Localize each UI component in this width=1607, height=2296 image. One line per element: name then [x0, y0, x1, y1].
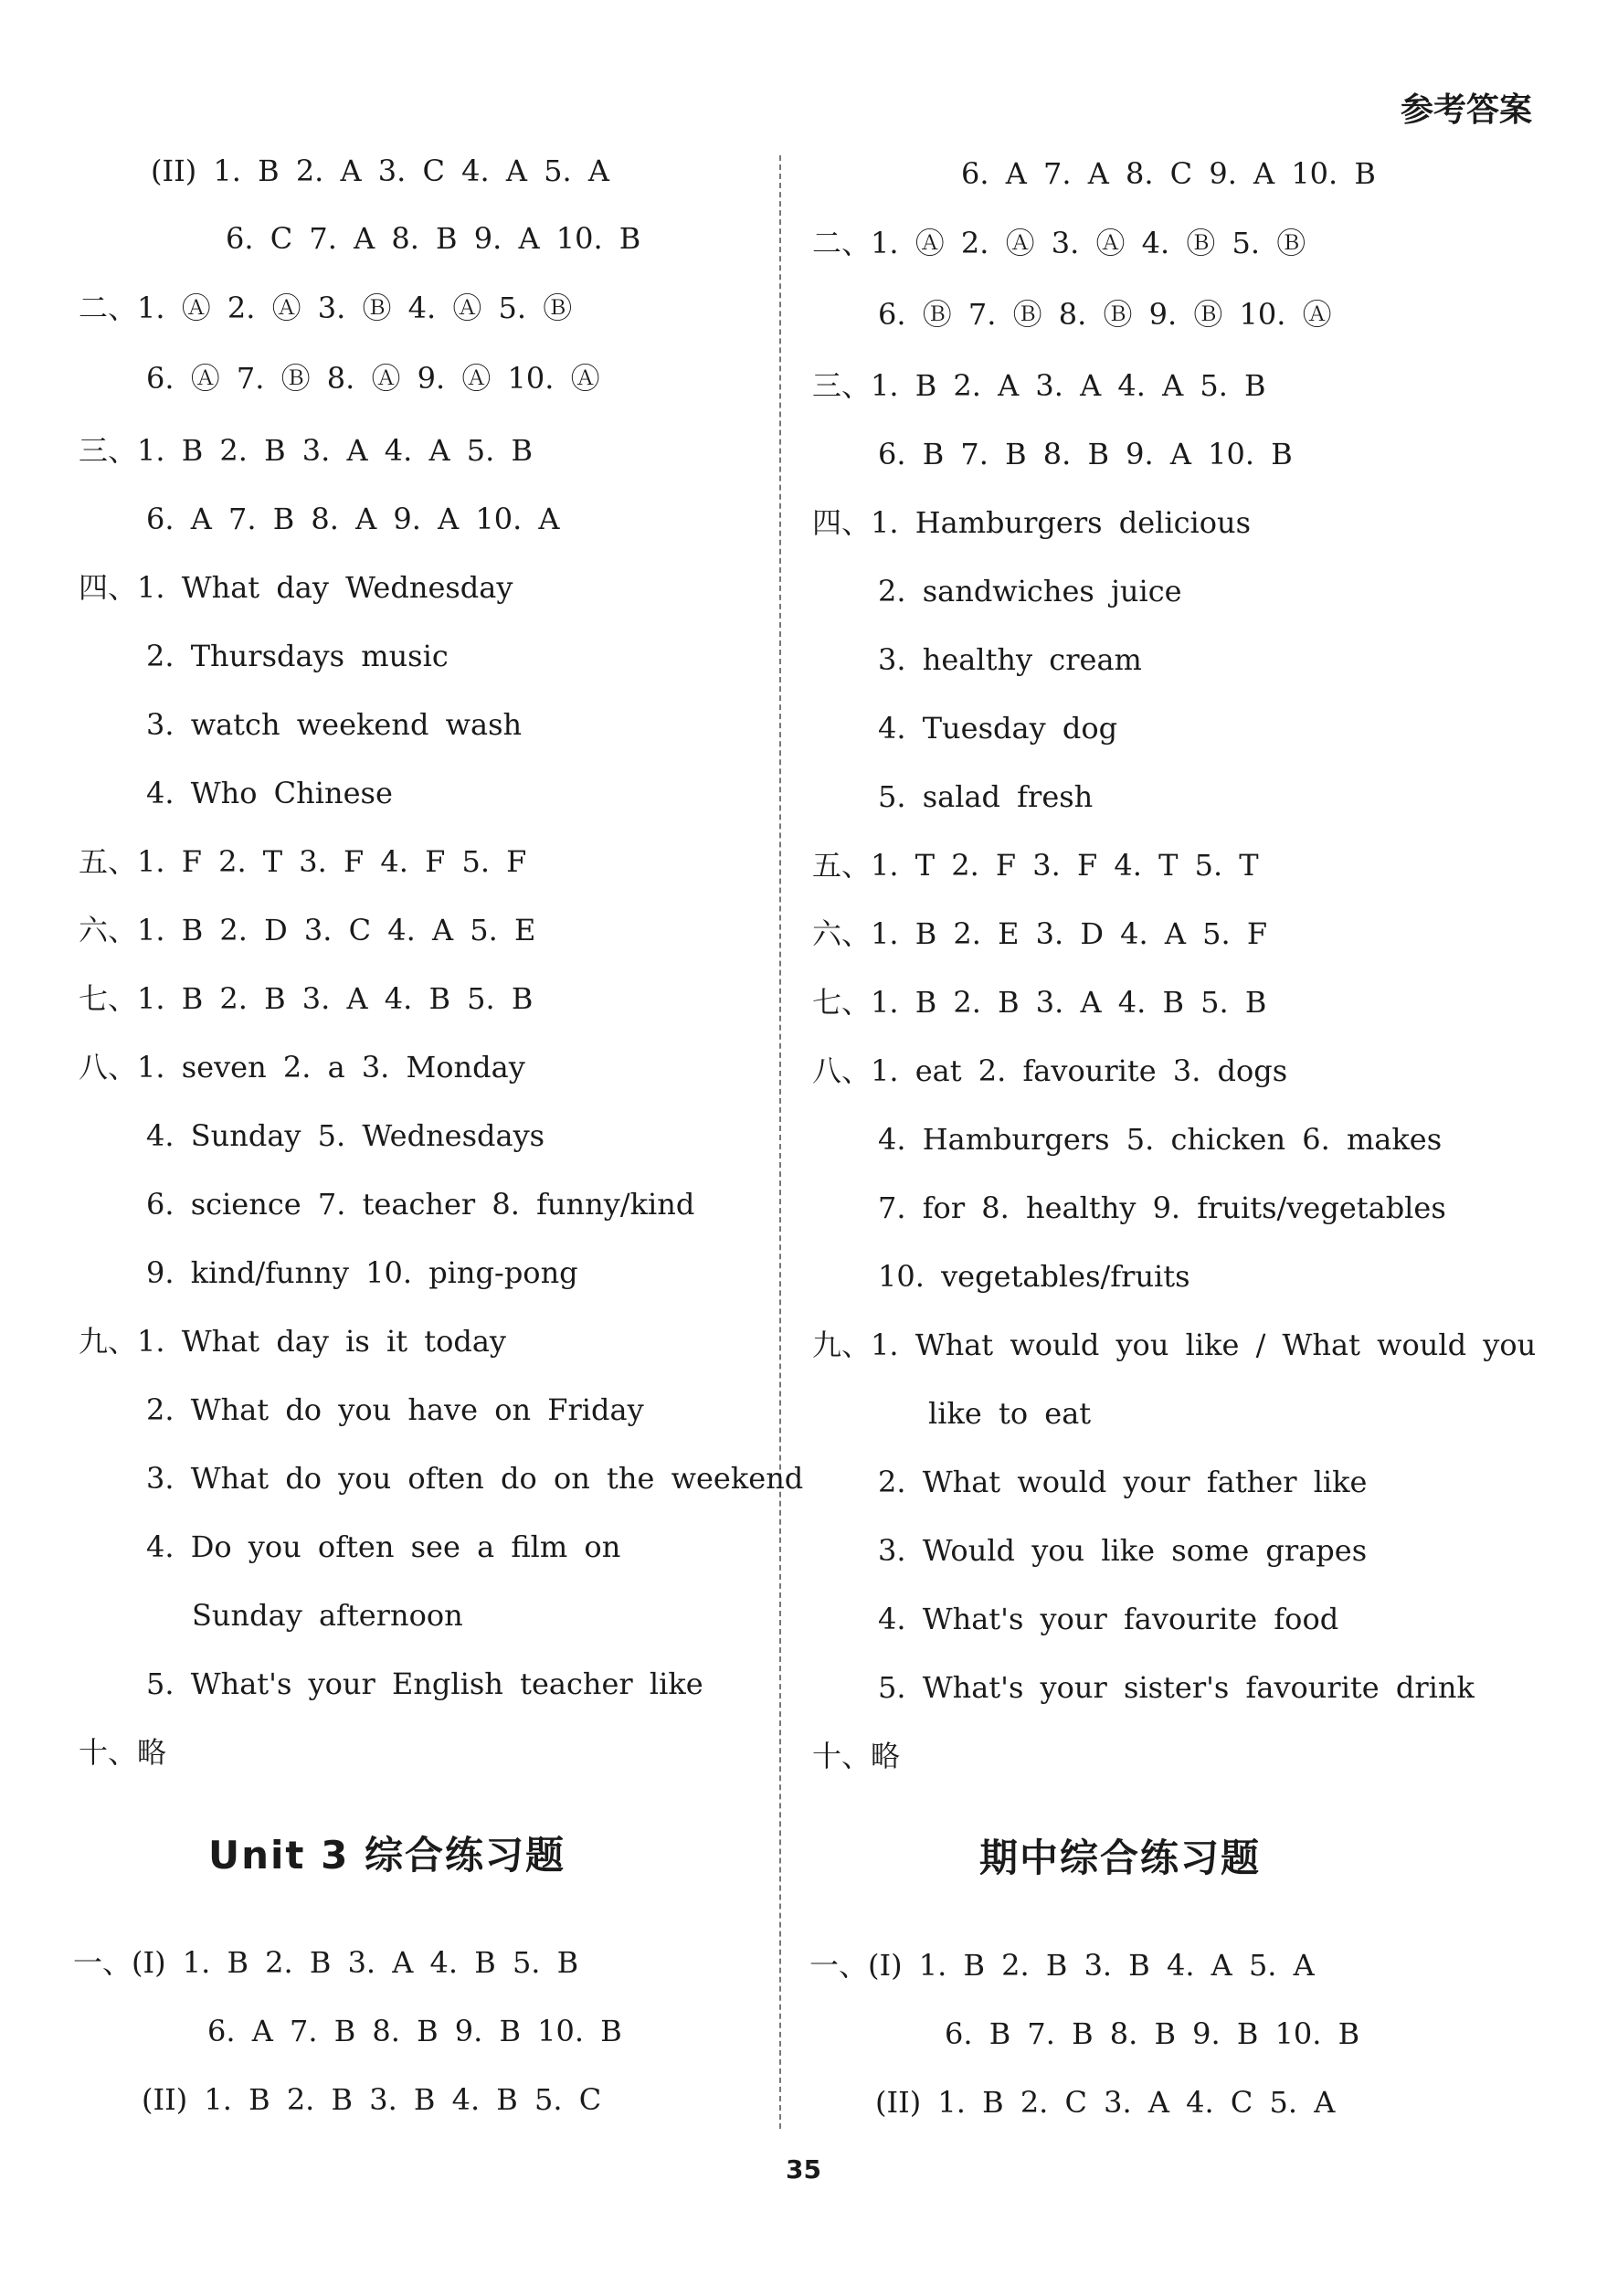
- answer-line: 5. What's your sister's favourite drink: [878, 1670, 1475, 1705]
- answer-line: 六、1. B 2. D 3. C 4. A 5. E: [79, 913, 536, 947]
- column-divider: [779, 155, 781, 2129]
- answer-line: 四、1. Hamburgers delicious: [812, 505, 1252, 540]
- answer-line: 八、1. eat 2. favourite 3. dogs: [812, 1053, 1288, 1088]
- answer-line: 五、1. F 2. T 3. F 4. F 5. F: [79, 844, 527, 879]
- answer-line: 二、1. Ⓐ 2. Ⓐ 3. Ⓑ 4. Ⓐ 5. Ⓑ: [79, 291, 573, 325]
- answer-line: 4. Tuesday dog: [878, 711, 1118, 746]
- answer-line: 2. What would your father like: [878, 1465, 1368, 1499]
- answer-line: 九、1. What would you like / What would you: [812, 1328, 1537, 1362]
- answer-line: 七、1. B 2. B 3. A 4. B 5. B: [812, 985, 1267, 1020]
- answer-line: 7. for 8. healthy 9. fruits/vegetables: [878, 1190, 1446, 1225]
- answer-line: 四、1. What day Wednesday: [79, 570, 513, 605]
- page-header: 参考答案: [1400, 91, 1532, 129]
- answer-line: 三、1. B 2. A 3. A 4. A 5. B: [812, 368, 1266, 403]
- answer-line: 6. Ⓐ 7. Ⓑ 8. Ⓐ 9. Ⓐ 10. Ⓐ: [146, 361, 600, 396]
- section-title: 期中综合练习题: [979, 1836, 1262, 1880]
- answer-line: 三、1. B 2. B 3. A 4. A 5. B: [79, 433, 533, 468]
- answer-line: 3. watch weekend wash: [146, 707, 523, 742]
- answer-line: 3. What do you often do on the weekend: [146, 1461, 804, 1496]
- answer-line: 五、1. T 2. F 3. F 4. T 5. T: [812, 848, 1259, 883]
- answer-line: 八、1. seven 2. a 3. Monday: [79, 1050, 525, 1085]
- answer-line: 6. A 7. A 8. C 9. A 10. B: [961, 156, 1376, 191]
- answer-line: 2. What do you have on Friday: [146, 1392, 644, 1427]
- answer-line: 10. vegetables/fruits: [878, 1259, 1190, 1294]
- answer-line: 3. Would you like some grapes: [878, 1533, 1368, 1568]
- answer-line: 9. kind/funny 10. ping-pong: [146, 1255, 578, 1290]
- answer-line: 6. A 7. B 8. A 9. A 10. A: [146, 502, 560, 536]
- answer-line: 6. B 7. B 8. B 9. A 10. B: [878, 437, 1293, 471]
- answer-line: 一、(I) 1. B 2. B 3. B 4. A 5. A: [809, 1948, 1315, 1983]
- answer-line: 6. Ⓑ 7. Ⓑ 8. Ⓑ 9. Ⓑ 10. Ⓐ: [878, 297, 1332, 332]
- answer-line: 2. Thursdays music: [146, 639, 449, 673]
- answer-line: 九、1. What day is it today: [79, 1324, 506, 1359]
- answer-line: 5. salad fresh: [878, 779, 1094, 814]
- answer-line: 6. C 7. A 8. B 9. A 10. B: [226, 221, 641, 256]
- section-title: Unit 3 综合练习题: [208, 1833, 566, 1878]
- answer-line: 二、1. Ⓐ 2. Ⓐ 3. Ⓐ 4. Ⓑ 5. Ⓑ: [812, 226, 1306, 260]
- answer-line: 七、1. B 2. B 3. A 4. B 5. B: [79, 981, 534, 1016]
- answer-line: Sunday afternoon: [192, 1598, 463, 1633]
- answer-line: (II) 1. B 2. A 3. C 4. A 5. A: [151, 153, 609, 188]
- answer-line: 6. B 7. B 8. B 9. B 10. B: [945, 2016, 1360, 2051]
- answer-line: 4. Do you often see a film on: [146, 1529, 621, 1564]
- answer-line: 4. Who Chinese: [146, 776, 393, 810]
- answer-line: 十、略: [79, 1735, 167, 1770]
- answer-line: 3. healthy cream: [878, 642, 1142, 677]
- answer-line: 4. Hamburgers 5. chicken 6. makes: [878, 1122, 1443, 1157]
- answer-line: 6. science 7. teacher 8. funny/kind: [146, 1187, 695, 1222]
- answer-line: (II) 1. B 2. B 3. B 4. B 5. C: [142, 2082, 602, 2117]
- answer-line: 4. Sunday 5. Wednesdays: [146, 1118, 545, 1153]
- answer-line: 6. A 7. B 8. B 9. B 10. B: [207, 2014, 622, 2048]
- answer-line: 十、略: [812, 1739, 901, 1773]
- answer-line: like to eat: [928, 1396, 1092, 1431]
- answer-line: 六、1. B 2. E 3. D 4. A 5. F: [812, 916, 1268, 951]
- answer-line: (II) 1. B 2. C 3. A 4. C 5. A: [875, 2085, 1336, 2120]
- answer-line: 5. What's your English teacher like: [146, 1666, 703, 1701]
- answer-line: 4. What's your favourite food: [878, 1602, 1339, 1636]
- page-number: 35: [786, 2154, 821, 2185]
- answer-line: 2. sandwiches juice: [878, 574, 1182, 608]
- answer-line: 一、(I) 1. B 2. B 3. A 4. B 5. B: [73, 1945, 579, 1980]
